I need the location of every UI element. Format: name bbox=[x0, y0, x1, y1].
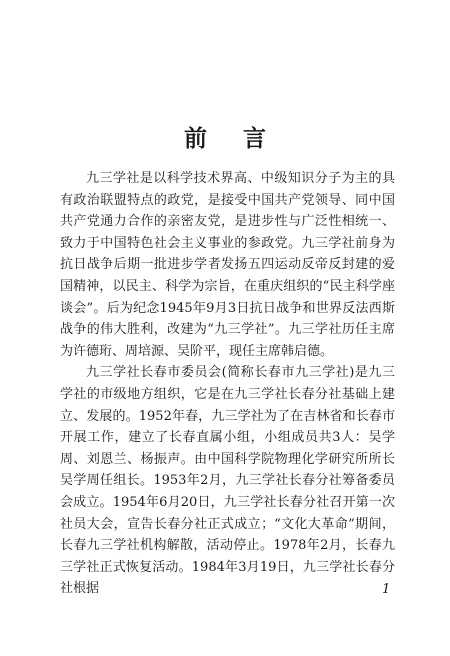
page-title: 前 言 bbox=[183, 125, 280, 152]
paragraph-2: 九三学社长春市委员会(简称长春市九三学社)是九三学社的市级地方组织，它是在九三学社长春分社基础上建立、发展的。1952年春，九三学社为了在吉林省和长春市开展工作，建立了长春直属小组，小组成员共3人：吴学周、刘恩兰、杨振声。由中国科学院物理化学研究所所长吴学周任组长。1953年2月，九三学社长春分社筹备委员会成立。1954年6月20日，九三学社长春分社召开第一次社员大会，宣告长春分社正式成立；“文化大革命”期间，长春九三学社机构解散，活动停止。1978年2月，长春九三学社正式恢复活动。1984年3月19日，九三学社长春分社根据 bbox=[60, 365, 395, 597]
paragraph-1: 九三学社是以科学技术界高、中级知识分子为主的具有政治联盟特点的政党，是接受中国共产党领导、同中国共产党通力合作的亲密友党，是进步性与广泛性相统一、致力于中国特色社会主义事业的参政党。九三学社前身为抗日战争后期一批进步学者发扬五四运动反帝反封建的爱国精神，以民主、科学为宗旨，在重庆组织的“民主科学座谈会”。后为纪念1945年9月3日抗日战争和世界反法西斯战争的伟大胜利，改建为“九三学社”。九三学社历任主席为许德珩、周培源、吴阶平，现任主席韩启德。 bbox=[60, 171, 395, 359]
page-number: 1 bbox=[382, 582, 391, 597]
body-text bbox=[60, 168, 395, 600]
